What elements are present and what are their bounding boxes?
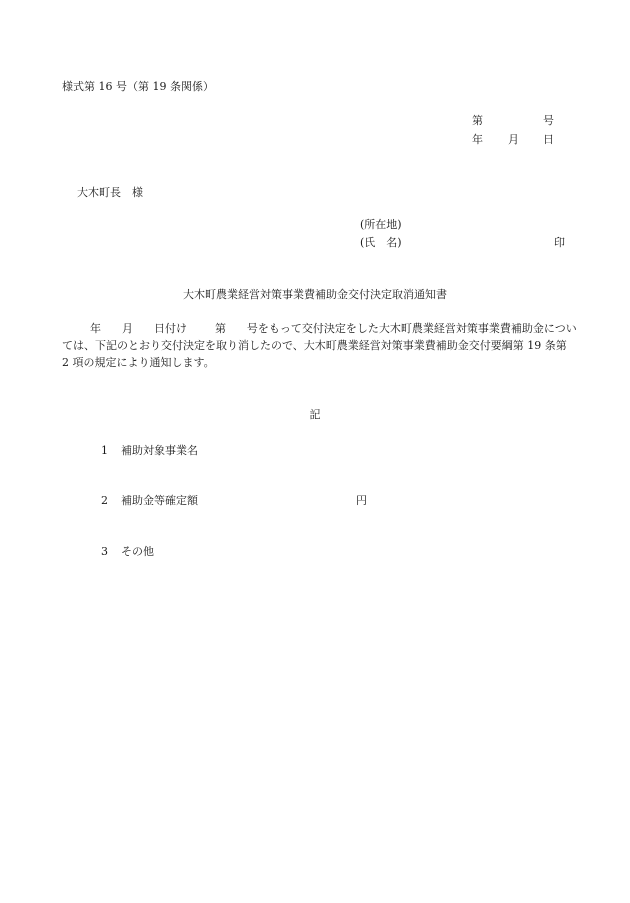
item-3-label: その他 [121,545,154,558]
item-2-unit: 円 [356,494,367,507]
doc-date-day: 日 [543,133,554,146]
body-day-dated: 日付け [153,322,187,335]
doc-number-prefix: 第 [472,114,483,127]
doc-number-suffix: 号 [543,114,554,127]
body-rest: 号をもって交付決定をした大木町農業経営対策事業費補助金については、下記のとおり交付決定を取り消したので、大木町農業経営対策事業費補助金交付要綱第 19 条第 2 項の規定により通知します。 [62,322,577,369]
doc-date-year: 年 [472,133,483,146]
doc-date-month: 月 [508,133,519,146]
item-1-label: 補助対象事業名 [121,444,198,457]
applicant-address-label: (所在地) [360,218,402,231]
item-2-number: 2 [101,494,108,507]
applicant-name-label: (氏 名) [360,236,402,249]
document-title: 大木町農業経営対策事業費補助金交付決定取消通知書 [183,288,447,301]
seal-mark: 印 [554,236,565,249]
body-num-prefix: 第 [214,322,226,335]
body-year: 年 [89,322,101,335]
addressee: 大木町長 様 [77,186,143,199]
notice-body [62,320,577,371]
item-2-label: 補助金等確定額 [121,494,198,507]
item-1-number: 1 [101,444,108,457]
ki-marker: 記 [309,408,321,421]
form-label: 様式第 16 号（第 19 条関係） [62,80,214,93]
item-3-number: 3 [101,545,108,558]
body-month: 月 [121,322,133,335]
